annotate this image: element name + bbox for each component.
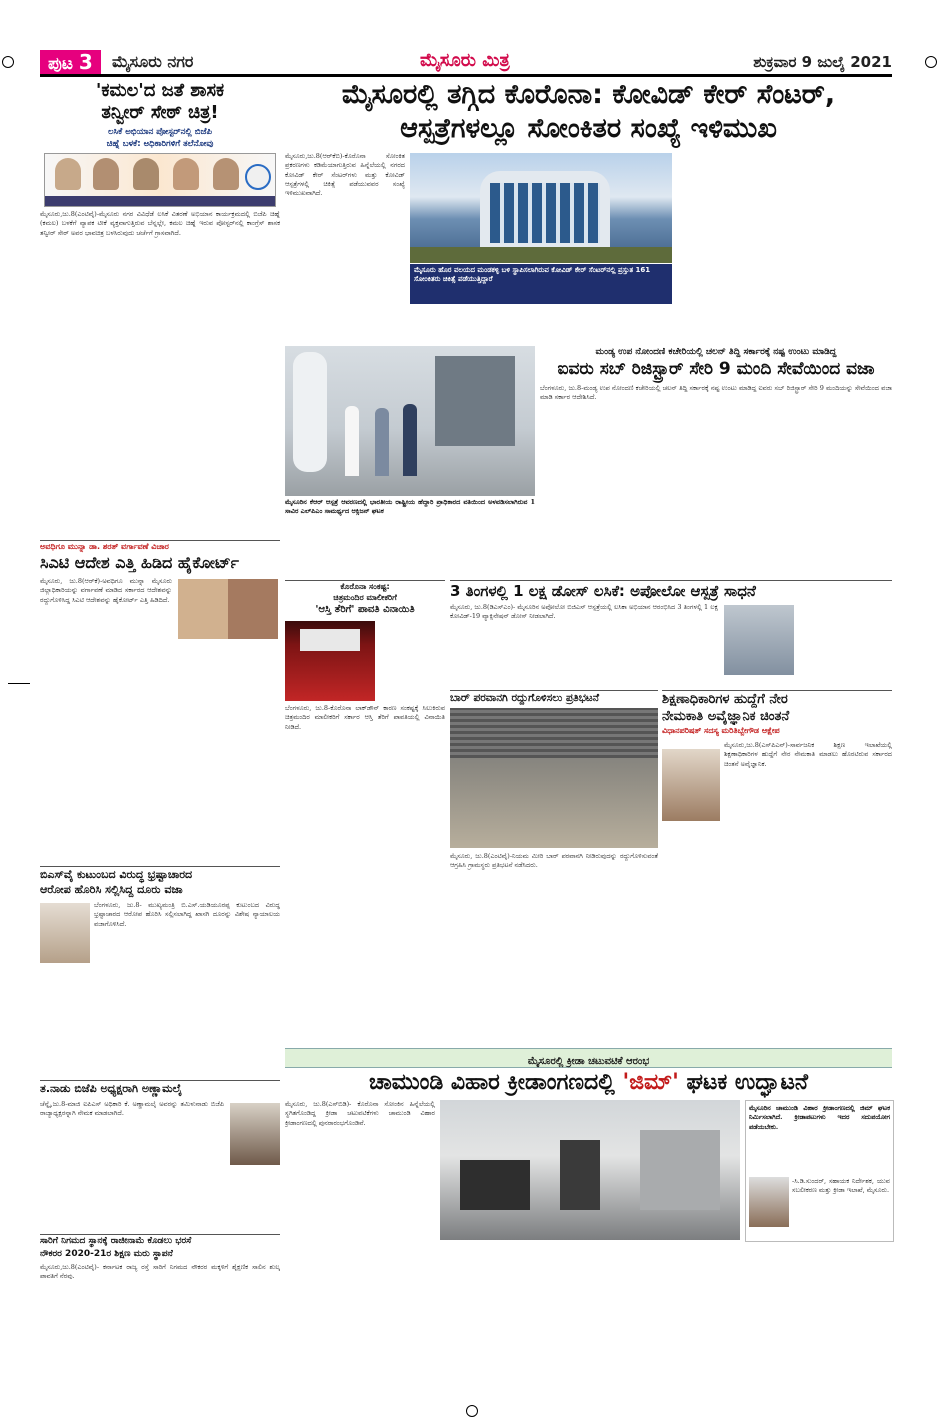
kamala-headline [40,80,280,124]
kamala-subhead-line2: ಚಿಹ್ನೆ ಬಳಕೆ: ಅಧಿಕಾರಿಗಳಿಗೆ ತಲೆನೋವು [106,139,214,149]
cinema-hall-photo [285,621,375,701]
gym-kicker-band [285,1048,892,1068]
ground [410,247,672,263]
gym-body-cont [440,1244,892,1384]
cet-article [40,540,280,761]
teachers-article [662,690,892,1046]
bsy-headline [40,867,280,897]
mlc-portrait [662,749,720,821]
page-number-badge: ಪುಟ 3 [40,50,101,74]
lead-body-col4 [678,152,892,342]
vaccine-poster-photo [44,153,276,207]
registrar-article [540,346,892,576]
gym-quote-box [745,1100,894,1242]
teachers-headline-line1: ಶಿಕ್ಷಣಾಧಿಕಾರಿಗಳ ಹುದ್ದೆಗೆ ನೇರ [662,692,788,707]
shutter [450,708,658,758]
bar-headline: ಬಾರ್ ಪರವಾನಗಿ ರದ್ದುಗೊಳಿಸಲು ಪ್ರತಿಭಟನೆ [450,692,600,704]
gym-headline-pre: ಚಾಮುಂಡಿ ವಿಹಾರ ಕ್ರೀಡಾಂಗಣದಲ್ಲಿ [368,1070,623,1095]
registration-mark-top-left [2,56,14,68]
oxygen-photo-caption: ಮೈಸೂರಿನ ಕೆಆರ್ ಆಸ್ಪತ್ರೆ ಆವರಣದಲ್ಲಿ ಭಾರತೀಯ ರಾಷ್ಟ್ರೀಯ ಹೆದ್ದಾರಿ ಪ್ರಾಧಿಕಾರದ ವತಿಯಿಂದ ಅಳವಡಿಸಲಾಗಿರುವ 1 ಸಾವಿರ ಎಲ್‌ಪಿಎಂ ಸಾಮರ್ಥ್ಯದ ಆಕ್ಸಿಜನ್ ಘಟಕ [285,498,535,516]
lead-headline [285,78,892,146]
portrait-3 [133,158,159,190]
portrait-6 [245,164,271,190]
protest-photo [450,708,658,848]
cinema-kicker-line1: ಕೊರೊನಾ ಸಂಕಷ್ಟ: [340,582,390,591]
vaccination-photo [724,605,794,675]
portrait-5 [213,158,239,190]
bsy-headline-line2: ಆರೋಪ ಹೊರಿಸಿ ಸಲ್ಲಿಸಿದ್ದ ದೂರು ವಜಾ [40,883,183,896]
gym-headline [285,1068,892,1098]
cinema-headline: 'ಆಸ್ತಿ ತೆರಿಗೆ' ಪಾವತಿ ವಿನಾಯಿತಿ [315,604,415,615]
oxygen-tank [293,352,327,472]
cet-portraits-photo [178,579,278,639]
portrait-1 [55,158,81,190]
teachers-headline [662,691,892,725]
gym-quote: ಮೈಸೂರಿನ ಚಾಮುಂಡಿ ವಿಹಾರ ಕ್ರೀಡಾಂಗಣದಲ್ಲಿ ಜಿಮ್ ಘಟಕ ನಿರ್ಮಿಸಲಾಗಿದೆ. ಕ್ರೀಡಾಪಟುಗಳು ಇದರ ಸದುಪಯೋಗ ಪಡೆಯಬೇಕು. [749,1104,890,1131]
registrar-headline: ಐವರು ಸಬ್ ರಿಜಿಸ್ಟ್ರಾರ್ ಸೇರಿ 9 ಮಂದಿ ಸೇವೆಯಿಂದ ವಜಾ [557,359,875,379]
masthead-logo: ಮೈಸೂರು ಮಿತ್ರ [420,50,510,71]
gym-equipment-3 [640,1130,720,1210]
person-1 [345,406,359,476]
vaccine-article [450,580,892,681]
lead-photo-caption: ಮೈಸೂರು ಹೊರ ವಲಯದ ಮಂಡಕಳ್ಳಿ ಬಳಿ ಸ್ಥಾಪಿಸಲಾಗಿರುವ ಕೋವಿಡ್ ಕೇರ್ ಸೆಂಟರ್‌ನಲ್ಲಿ ಪ್ರಸ್ತುತ 161 ಸೋಂಕಿತರು ಚಿಕಿತ್ಸೆ ಪಡೆಯುತ್ತಿದ್ದಾರೆ [410,264,672,304]
kamala-body: ಮೈಸೂರು,ಜು.8(ಎಂಟಿವೈ)-ಮೈಸೂರು ನಗರ ವಿವಿಧೆಡೆ ಲಸಿಕೆ ವಿತರಣೆ ಅಭಿಯಾನ ಕಾರ್ಯಕ್ರಮದಲ್ಲಿ ಬಿಜೆಪಿ ಚಿಹ್ನೆ (ಕಮಲ) ಬಳಕೆಗೆ ವ್ಯಾಪಕ ಟೀಕೆ ವ್ಯಕ್ತವಾಗುತ್ತಿರುವ ಬೆನ್ನಲ್ಲೇ, ಕಮಲ ಚಿಹ್ನೆ ಇರುವ ಪೋಸ್ಟರ್‌ನಲ್ಲಿ ಕಾಂಗ್ರೆಸ್ ಶಾಸಕ ತನ್ವೀರ್ ಸೇಠ್ ಅವರ ಭಾವಚಿತ್ರ ಬಳಸಿರುವುದು ಚರ್ಚೆಗೆ ಗ್ರಾಸವಾಗಿದೆ. [40,210,280,237]
lead-headline-line1: ಮೈಸೂರಲ್ಲಿ ತಗ್ಗಿದ ಕೊರೊನಾ: ಕೋವಿಡ್ ಕೇರ್ ಸೆಂಟರ್, [341,79,836,110]
teachers-headline-line2: ನೇಮಕಾತಿ ಅವೈಜ್ಞಾನಿಕ ಚಿಂತನೆ [662,709,790,724]
cinema-article [285,580,445,871]
registration-mark-bottom [466,1405,478,1417]
registrar-body: ಬೆಂಗಳೂರು, ಜು.8-ಮಂಡ್ಯ ಉಪ ನೋಂದಣಿ ಕಚೇರಿಯಲ್ಲಿ ಚಲನ್ ತಿದ್ದಿ ಸರ್ಕಾರಕ್ಕೆ ನಷ್ಟ ಉಂಟು ಮಾಡಿದ್ದ ಐವರು ಸಬ್ ರಿಜಿಸ್ಟ್ರಾರ್ ಸೇರಿ 9 ಮಂದಿಯನ್ನು ಸೇವೆಯಿಂದ ವಜಾ ಮಾಡಿ ಸರ್ಕಾರ ಆದೇಶಿಸಿದೆ. [540,384,892,402]
bsy-body: ಬೆಂಗಳೂರು, ಜು.8- ಮುಖ್ಯಮಂತ್ರಿ ಬಿ.ಎಸ್.ಯಡಿಯೂರಪ್ಪ ಕುಟುಂಬದ ವಿರುದ್ಧ ಭ್ರಷ್ಟಾಚಾರದ ಆರೋಪ ಹೊರಿಸಿ ಸಲ್ಲಿಸಲಾಗಿದ್ದ ಖಾಸಗಿ ದೂರನ್ನು ವಿಶೇಷ ನ್ಯಾಯಾಲಯ ವಜಾಗೊಳಿಸಿದೆ. [94,901,280,928]
gym-equipment-2 [560,1140,600,1210]
annamalai-portrait [230,1103,280,1165]
lead-headline-line2: ಆಸ್ಪತ್ರೆಗಳಲ್ಲೂ ಸೋಂಕಿತರ ಸಂಖ್ಯೆ ಇಳಿಮುಖ [400,113,777,144]
cet-headline: ಸಿಎಟಿ ಆದೇಶ ಎತ್ತಿ ಹಿಡಿದ ಹೈಕೋರ್ಟ್ [40,553,239,572]
gym-kicker: ಮೈಸೂರಲ್ಲಿ ಕ್ರೀಡಾ ಚಟುವಟಿಕೆ ಆರಂಭ [527,1056,650,1067]
kamala-subhead-line1: ಲಸಿಕೆ ಅಭಿಯಾನ ಪೋಸ್ಟರ್‌ನಲ್ಲಿ ಬಿಜೆಪಿ [108,127,212,137]
cet-kicker: ಅವಧಿಗೂ ಮುನ್ನಾ ಡಾ. ಶರತ್ ವರ್ಗಾವಣೆ ವಿಚಾರ [40,542,169,551]
kamala-headline-line2: ತನ್ವೀರ್ ಸೇಠ್ ಚಿತ್ರ! [101,102,219,123]
cinema-kicker-line2: ಚಿತ್ರಮಂದಿರ ಮಾಲೀಕರಿಗೆ [333,593,397,602]
gym-equipment-1 [460,1160,530,1210]
kamala-article [40,80,280,535]
registration-mark-top-right [925,56,937,68]
bus-article [40,1234,280,1385]
building-windows [490,183,600,243]
person-2 [375,408,389,476]
vaccine-body: ಮೈಸೂರು, ಜು.8(ಡಿಎಸ್‌ಎಂ)- ಮೈಸೂರಿನ ಅಪೋಲೋ ಬಿಜಿಎಸ್ ಆಸ್ಪತ್ರೆಯಲ್ಲಿ ಲಸಿಕಾ ಅಭಿಯಾನ ಆರಂಭಿಸಿದ 3 ತಿಂಗಳಲ್ಲಿ 1 ಲಕ್ಷ ಕೋವಿಡ್-19 ವ್ಯಾಕ್ಸಿನೇಷನ್ ಡೋಸ್ ನೀಡಲಾಗಿದೆ. [450,603,718,621]
gym-article [285,1048,892,1388]
kamala-subhead [40,126,280,150]
bsy-article [40,866,280,1077]
person-3 [403,404,417,476]
kamala-headline-line1: 'ಕಮಲ'ದ ಜತೆ ಶಾಸಕ [95,80,225,101]
portrait-4 [173,158,199,190]
bus-body: ಮೈಸೂರು,ಜು.8(ಎಂಟಿವೈ)- ಕರ್ನಾಟಕ ರಾಜ್ಯ ರಸ್ತೆ ಸಾರಿಗೆ ನಿಗಮದ ನೌಕರರ ಮಕ್ಕಳಿಗೆ ಶೈಕ್ಷಣಿಕ ಸಾಲಿನ ಶುಲ್ಕ ಪಾವತಿಗೆ ನೆರವು. [40,1263,280,1281]
gym-photo [440,1100,740,1240]
fold-mark [8,683,30,684]
annamalai-headline: ತ.ನಾಡು ಬಿಜೆಪಿ ಅಧ್ಯಕ್ಷರಾಗಿ ಅಣ್ಣಾಮಲೈ [40,1082,182,1095]
bsy-headline-line1: ಬಿಎಸ್‌ವೈ ಕುಟುಂಬದ ವಿರುದ್ಧ ಭ್ರಷ್ಟಾಚಾರದ [40,868,193,881]
bsy-portrait [40,903,90,963]
bus-headline-line1: ಸಾರಿಗೆ ನಿಗಮದ ಸ್ಥಾನಕ್ಕೆ ರಾಜೀನಾಮೆ ಕೊಡಲು ಭರಸೆ [40,1236,192,1246]
portrait-2 [93,158,119,190]
teachers-body: ಮೈಸೂರು,ಜು.8(ಎಸ್‌ಪಿಎನ್)-ಸಾರ್ವಜನಿಕ ಶಿಕ್ಷಣ ಇಲಾಖೆಯಲ್ಲಿ ಶಿಕ್ಷಣಾಧಿಕಾರಿಗಳ ಹುದ್ದೆಗೆ ನೇರ ನೇಮಕಾತಿ ಮಾಡಲು ಹೊರಟಿರುವ ಸರ್ಕಾರದ ಚಿಂತನೆ ಅವೈಜ್ಞಾನಿಕ. [724,741,892,768]
cet-body: ಮೈಸೂರು, ಜು.8(ಆರ್‌ಕೆ)-ಅವಧಿಗೂ ಮುನ್ನಾ ಮೈಸೂರು ಜಿಲ್ಲಾಧಿಕಾರಿಯನ್ನು ವರ್ಗಾವಣೆ ಮಾಡಿದ ಸರ್ಕಾರದ ಆದೇಶವನ್ನು ರದ್ದುಗೊಳಿಸಿದ್ದ ಸಿಎಟಿ ಆದೇಶವನ್ನು ಹೈಕೋರ್ಟ್ ಎತ್ತಿ ಹಿಡಿದಿದೆ. [40,577,172,604]
gym-body: ಮೈಸೂರು, ಜು.8(ಎಸ್‌ಬಿಡಿ)- ಕೊರೊನಾ ಸೋಂಕಿನ ಹಿನ್ನೆಲೆಯಲ್ಲಿ ಸ್ಥಗಿತಗೊಂಡಿದ್ದ ಕ್ರೀಡಾ ಚಟುವಟಿಕೆಗಳು ಚಾಮುಂಡಿ ವಿಹಾರ ಕ್ರೀಡಾಂಗಣದಲ್ಲಿ ಪುನರಾರಂಭಗೊಂಡಿವೆ. [285,1100,435,1127]
covid-care-centre-photo [410,153,672,263]
quote-portrait [749,1177,789,1227]
poster-band [45,196,275,206]
issue-date: ಶುಕ್ರವಾರ 9 ಜುಲೈ 2021 [753,53,892,71]
gym-quote-by: -ಸಿ.ಡಿ.ಸುಂದರ್, ಸಹಾಯಕ ನಿರ್ದೇಶಕ, ಯುವ ಸಬಲೀಕರಣ ಮತ್ತು ಕ್ರೀಡಾ ಇಲಾಖೆ, ಮೈಸೂರು. [792,1177,890,1195]
gym-headline-mark: 'ಜಿಮ್' [622,1070,679,1095]
bus-headline-line2: ನೌಕರರ 2020-21ರ ಶಿಕ್ಷಣ ಮರು ಸ್ಥಾಪನೆ [40,1249,173,1259]
oxygen-plant-photo [285,346,535,496]
page-header [40,48,892,77]
vaccine-headline: 3 ತಿಂಗಳಲ್ಲಿ 1 ಲಕ್ಷ ಡೋಸ್ ಲಸಿಕೆ: ಅಪೋಲೋ ಆಸ್ಪತ್ರೆ ಸಾಧನೆ [450,582,756,600]
lead-body-col3 [410,306,672,344]
cinema-screen [300,629,360,651]
cinema-body: ಬೆಂಗಳೂರು, ಜು.8-ಕೊರೊನಾ ಲಾಕ್‌ಡೌನ್ ಕಾರಣ ಸಂಕಷ್ಟಕ್ಕೆ ಸಿಲುಕಿರುವ ಚಿತ್ರಮಂದಿರ ಮಾಲೀಕರಿಗೆ ಸರ್ಕಾರ ಆಸ್ತಿ ತೆರಿಗೆ ಪಾವತಿಯಲ್ಲಿ ವಿನಾಯಿತಿ ನೀಡಿದೆ. [285,704,445,731]
lead-body-col1: ಮೈಸೂರು,ಜು.8(ಆರ್‌ಕೆಬಿ)-ಕೊರೊನಾ ಸೋಂಕಿತ ಪ್ರಕರಣಗಳು ಕಡಿಮೆಯಾಗುತ್ತಿರುವ ಹಿನ್ನೆಲೆಯಲ್ಲಿ ನಗರದ ಕೋವಿಡ್ ಕೇರ್ ಸೆಂಟರ್‌ಗಳು ಮತ್ತು ಕೋವಿಡ್ ಆಸ್ಪತ್ರೆಗಳಲ್ಲಿ ಚಿಕಿತ್ಸೆ ಪಡೆಯುವವರ ಸಂಖ್ಯೆ ಇಳಿಮುಖವಾಗಿದೆ. [285,152,405,198]
section-name: ಮೈಸೂರು ನಗರ [112,52,194,71]
gym-headline-post: ಘಟಕ ಉದ್ಘಾಟನೆ [678,1070,809,1095]
plant-machinery [435,356,515,446]
annamalai-body: ಚೆನ್ನೈ,ಜು.8-ಮಾಜಿ ಐಪಿಎಸ್ ಅಧಿಕಾರಿ ಕೆ. ಅಣ್ಣಾಮಲೈ ಅವರನ್ನು ತಮಿಳುನಾಡು ಬಿಜೆಪಿ ರಾಜ್ಯಾಧ್ಯಕ್ಷರನ್ನಾಗಿ ನೇಮಕ ಮಾಡಲಾಗಿದೆ. [40,1100,224,1118]
teachers-byline: ವಿಧಾನಪರಿಷತ್ ಸದಸ್ಯ ಮರಿತಿಬ್ಬೇಗೌಡ ಆಕ್ಷೇಪ [662,726,780,735]
annamalai-article [40,1080,280,1231]
bar-body: ಮೈಸೂರು, ಜು.8(ಎಂಟಿವೈ)-ನಿಯಮ ಮೀರಿ ಬಾರ್ ಪರವಾನಗಿ ನೀಡಿರುವುದನ್ನು ರದ್ದುಗೊಳಿಸುವಂತೆ ಆಗ್ರಹಿಸಿ ಗ್ರಾಮಸ್ಥರು ಪ್ರತಿಭಟನೆ ನಡೆಸಿದರು. [450,852,658,870]
registrar-kicker: ಮಂಡ್ಯ ಉಪ ನೋಂದಣಿ ಕಚೇರಿಯಲ್ಲಿ ಚಲನ್ ತಿದ್ದಿ ಸರ್ಕಾರಕ್ಕೆ ನಷ್ಟ ಉಂಟು ಮಾಡಿದ್ದ [595,347,837,357]
bar-article [450,690,658,1046]
